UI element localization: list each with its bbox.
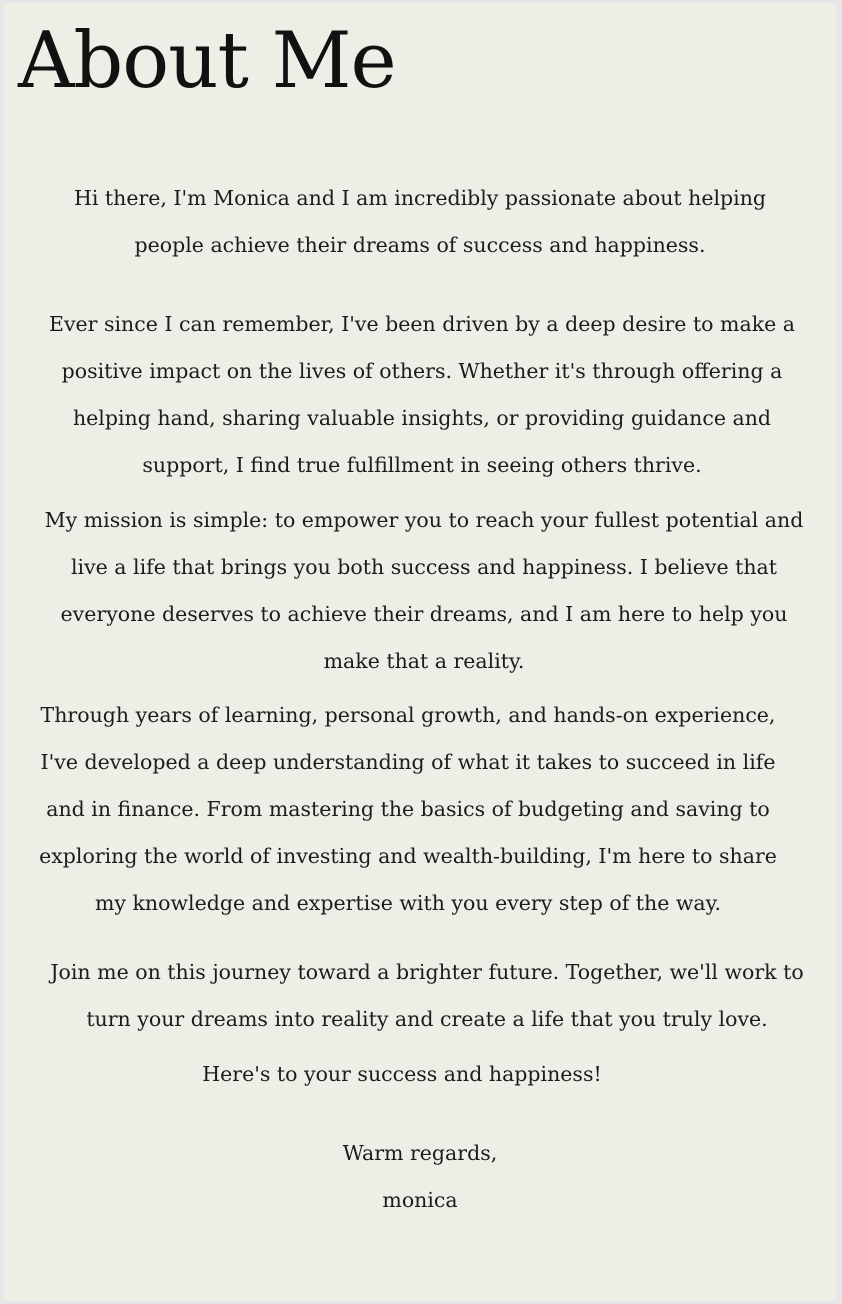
text-line: make that a reality. [323, 649, 525, 673]
text-line: Through years of learning, personal growth, and hands-on experience, [40, 703, 776, 727]
about-page [4, 3, 836, 1301]
signature-block [4, 1130, 836, 1224]
text-line: Join me on this journey toward a brighter future. Together, we'll work to [50, 960, 804, 984]
signature-name: monica [382, 1188, 458, 1212]
mission-paragraph [4, 497, 836, 685]
text-line: live a life that brings you both success and happiness. I believe that [70, 555, 778, 579]
motivation-paragraph [4, 301, 836, 489]
text-line: exploring the world of investing and wealth-building, I'm here to share [39, 844, 777, 868]
text-line: people achieve their dreams of success and happiness. [134, 233, 706, 257]
text-line: and in finance. From mastering the basics of budgeting and saving to [46, 797, 770, 821]
experience-paragraph [4, 692, 812, 927]
text-line: helping hand, sharing valuable insights, or providing guidance and [72, 406, 772, 430]
invitation-paragraph [4, 949, 836, 1043]
text-line: turn your dreams into reality and create a life that you truly love. [86, 1007, 768, 1031]
text-line: Here's to your success and happiness! [202, 1062, 602, 1086]
intro-paragraph [4, 175, 836, 269]
text-line: support, I find true fulfillment in seeing others thrive. [142, 453, 702, 477]
text-line: My mission is simple: to empower you to reach your fullest potential and [44, 508, 804, 532]
text-line: positive impact on the lives of others. Whether it's through offering a [61, 359, 783, 383]
text-line: Hi there, I'm Monica and I am incredibly passionate about helping [73, 186, 767, 210]
text-line: I've developed a deep understanding of what it takes to succeed in life [40, 750, 776, 774]
sign-off: Warm regards, [342, 1141, 498, 1165]
text-line: my knowledge and expertise with you every step of the way. [94, 891, 722, 915]
text-line: everyone deserves to achieve their dreams, and I am here to help you [60, 602, 788, 626]
text-line: Ever since I can remember, I've been driven by a deep desire to make a [48, 312, 795, 336]
toast-line [4, 1051, 800, 1098]
page-title: About Me [18, 16, 396, 106]
